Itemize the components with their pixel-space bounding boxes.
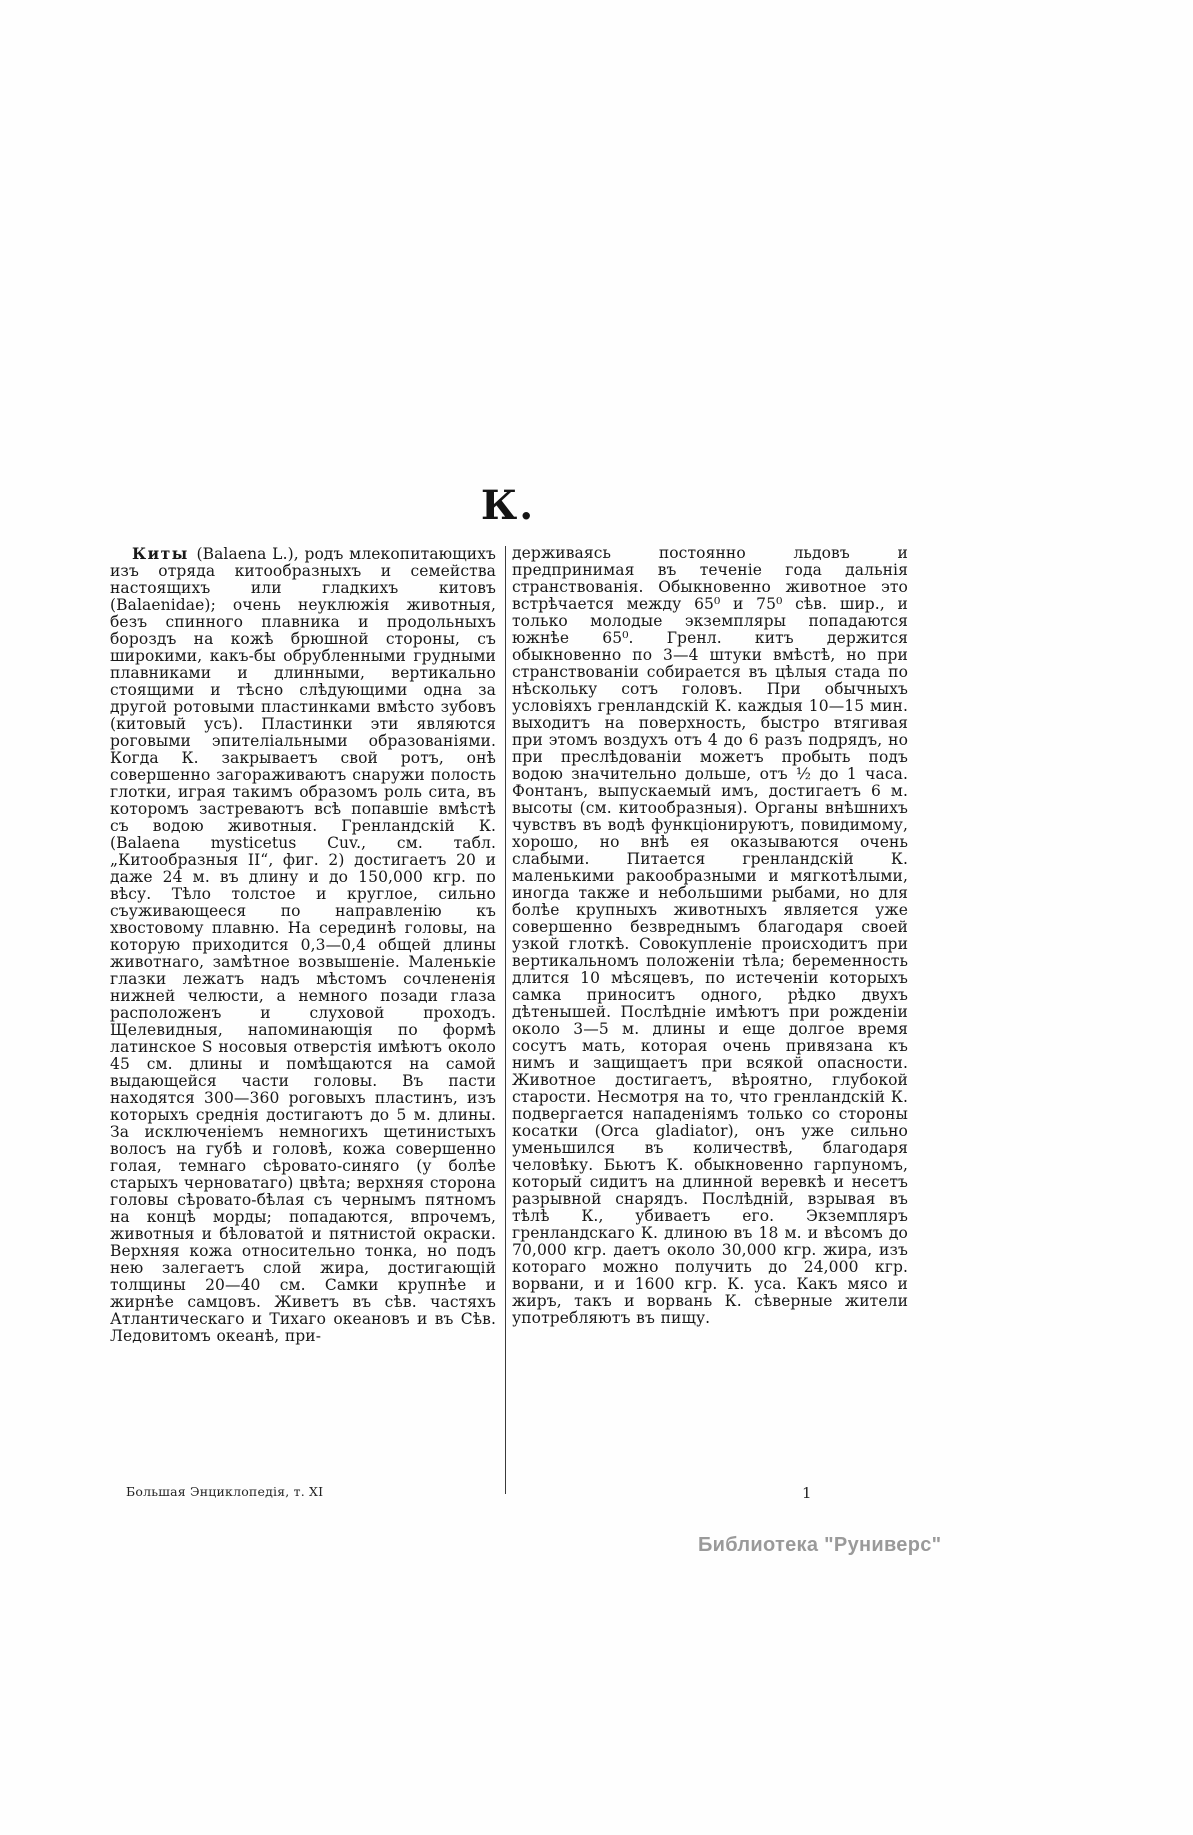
column-divider-rule (505, 546, 506, 1494)
volume-footnote: Большая Энциклопедія, т. XI (126, 1484, 324, 1499)
entry-term: Киты (132, 545, 189, 563)
text-columns (110, 545, 908, 1495)
column-left-text: (Balaena L.), родъ млекопитающихъ изъ отряда китообразныхъ и семейства настоящихъ или гладкихъ китовъ (Balaenidae); очень неуклюжія животныя, безъ спинного плавника и продольныхъ бороздъ на кожѣ брюшной стороны, съ широкими, какъ-бы обрубленными грудными плавниками и длинными, вертикально стоящими и тѣсно слѣдующими одна за другой ротовыми пластинками вмѣсто зубовъ (китовый усъ). Пластинки эти являются роговыми эпителіальными образованіями. Когда К. закрываетъ свой ротъ, онѣ совершенно загораживаютъ снаружи полость глотки, играя такимъ образомъ роль сита, въ которомъ застреваютъ всѣ попавшіе вмѣстѣ съ водою животныя. Гренландскій К. (Balaena mysticetus Cuv., см. табл. „Китообразныя II“, фиг. 2) достигаетъ 20 и даже 24 м. въ длину и до 150,000 кгр. по вѣсу. Тѣло толстое и круглое, сильно съуживающееся по направленію къ хвостовому плавню. На серединѣ головы, на которую приходится 0,3—0,4 общей длины животнаго, замѣтное возвышеніе. Маленькіе глазки лежатъ надъ мѣстомъ сочлененія нижней челюсти, а немного позади глаза расположенъ и слуховой проходъ. Щелевидныя, напоминающія по формѣ латинское S носовыя отверстія имѣютъ около 45 см. длины и помѣщаются на самой выдающейся части головы. Въ пасти находятся 300—360 роговыхъ пластинъ, изъ которыхъ среднія достигаютъ до 5 м. длины. За исключеніемъ немногихъ щетинистыхъ волосъ на губѣ и головѣ, кожа совершенно голая, темнаго сѣровато-синяго (у болѣе старыхъ черноватаго) цвѣта; верхняя сторона головы сѣровато-бѣлая съ чернымъ пятномъ на концѣ морды; попадаются, впрочемъ, животныя и бѣловатой и пятнистой окраски. Верхняя кожа относительно тонка, но подъ нею залегаетъ слой жира, достигающій толщины 20—40 см. Самки крупнѣе и жирнѣе самцовъ. Живетъ въ сѣв. частяхъ Атлантическаго и Тихаго океановъ и въ Сѣв. Ледовитомъ океанѣ, при- (110, 545, 496, 1345)
library-watermark: Библиотека "Руниверс" (698, 1534, 942, 1556)
section-letter-heading: К. (480, 482, 536, 529)
article-paragraph (110, 545, 496, 1345)
page-number: 1 (802, 1484, 812, 1502)
column-right-text: держиваясь постоянно льдовъ и предпринимая въ теченіе года дальнія странствованія. Обыкновенно животное это встрѣчается между 65⁰ и 75⁰ сѣв. шир., и только молодые экземпляры попадаются южнѣе 65⁰. Гренл. китъ держится обыкновенно по 3—4 штуки вмѣстѣ, но при странствованіи собирается въ цѣлыя стада по нѣскольку сотъ головъ. При обычныхъ условіяхъ гренландскій К. каждыя 10—15 мин. выходитъ на поверхность, быстро втягивая при этомъ воздухъ отъ 4 до 6 разъ подрядъ, но при преслѣдованіи можетъ пробыть подъ водою значительно дольше, отъ ½ до 1 часа. Фонтанъ, выпускаемый имъ, достигаетъ 6 м. высоты (см. китообразныя). Органы внѣшнихъ чувствъ въ водѣ функціонируютъ, повидимому, хорошо, но внѣ ея оказываются очень слабыми. Питается гренландскій К. маленькими ракообразными и мягкотѣлыми, иногда также и небольшими рыбами, но для болѣе крупныхъ животныхъ является уже совершенно безвреднымъ благодаря своей узкой глоткѣ. Совокупленіе происходитъ при вертикальномъ положеніи тѣла; беременность длится 10 мѣсяцевъ, по истеченіи которыхъ самка приноситъ одного, рѣдко двухъ дѣтенышей. Послѣдніе имѣютъ при рожденіи около 3—5 м. длины и еще долгое время сосутъ мать, которая очень привязана къ нимъ и защищаетъ при всякой опасности. Животное достигаетъ, вѣроятно, глубокой старости. Несмотря на то, что гренландскій К. подвергается нападеніямъ только со стороны косатки (Orca gladiator), онъ уже сильно уменьшился въ количествѣ, благодаря человѣку. Бьютъ К. обыкновенно гарпуномъ, который сидитъ на длинной веревкѣ и несетъ разрывной снарядъ. Послѣдній, взрывая въ тѣлѣ К., убиваетъ его. Экземпляръ гренландскаго К. длиною въ 18 м. и вѣсомъ до 70,000 кгр. даетъ около 30,000 кгр. жира, изъ котораго можно получить до 24,000 кгр. ворвани, и и 1600 кгр. К. уса. Какъ мясо и жиръ, такъ и ворвань К. сѣверные жители употребляютъ въ пищу. (512, 545, 908, 1327)
column-right (512, 545, 908, 1495)
column-left (110, 545, 496, 1495)
